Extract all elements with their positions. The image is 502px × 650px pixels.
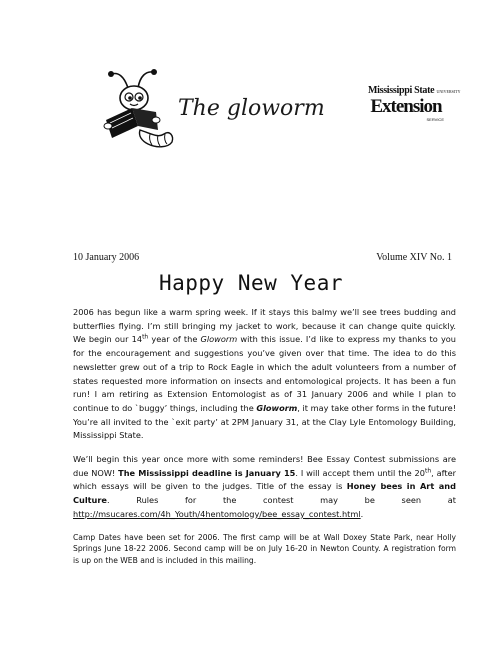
p1-sup: th bbox=[142, 333, 149, 341]
logo-extension-text: Extension bbox=[370, 96, 442, 117]
p1-text-1: 2006 has begun like a warm spring week. If it stays this balmy we’ll see trees budding and butterflies flying. I’m still bringing my jacket to work, because it can change quite quickly. We begin our 14 bbox=[73, 307, 456, 345]
p2-text-2: . I will accept them until the 20 bbox=[295, 467, 425, 478]
p2-text-5: . bbox=[360, 508, 364, 519]
p2-text-3: , after which essays will be given to the judges. Title of the essay is bbox=[73, 467, 456, 492]
p1-gloworm-italic: Gloworm bbox=[200, 334, 238, 345]
p2-text-4: . Rules for the contest may be seen at bbox=[106, 495, 456, 506]
logo-top-line: Mississippi State bbox=[368, 85, 435, 96]
paragraph-essay-contest bbox=[73, 453, 456, 522]
p1-text-4: , it may take other forms in the future! You’re all invited to the `exit party’ at 2PM January 31, at the Clay Lyle Entomology Building, Mississippi State. bbox=[73, 402, 456, 441]
essay-contest-link[interactable]: http://msucares.com/4h_Youth/4hentomology/bee_essay_contest.html bbox=[73, 508, 361, 519]
p2-deadline-bold: The Mississippi deadline is January 15 bbox=[118, 467, 296, 478]
issue-date: 10 January 2006 bbox=[73, 252, 140, 263]
newsletter-body bbox=[73, 306, 456, 576]
paragraph-camp-dates: Camp Dates have been set for 2006. The first camp will be at Wall Doxey State Park, near Holly Springs June 18-22 2006. Second camp will be on July 16-20 in Newton County. A registration form is up on the WEB and is included in this mailing. bbox=[73, 532, 456, 565]
logo-service-text: SERVICE bbox=[426, 117, 444, 122]
p2-text-1: We’ll begin this year once more with some reminders! Bee Essay Contest submissions are due NOW! bbox=[73, 454, 456, 478]
paragraph-intro bbox=[73, 306, 456, 443]
p1-text-2: year of the bbox=[148, 334, 201, 345]
newsletter-title: The gloworm bbox=[178, 96, 325, 121]
gloworm-mascot-icon bbox=[98, 68, 178, 150]
issue-volume: Volume XIV No. 1 bbox=[376, 252, 452, 263]
p2-sup: th bbox=[424, 467, 432, 474]
p1-text-3: with this issue. I’d like to express my thanks to you for the encouragement and suggestions you’ve given over that time. The idea to do this newsletter grew out of a trip to Rock Eagle in which the adult volunteers from a number of states requested more information on insects and entomological projects. It has been a fun run! I am retiring as Extension Entomologist as of 31 January 2006 and while I plan to continue to do `buggy’ things, including the bbox=[73, 334, 456, 413]
mississippi-state-extension-logo bbox=[368, 85, 461, 122]
p2-essay-title-bold: Honey bees in Art and Culture bbox=[73, 481, 456, 506]
p1-gloworm-bold: Gloworm bbox=[256, 402, 298, 413]
logo-university-text: UNIVERSITY bbox=[436, 89, 461, 94]
headline: Happy New Year bbox=[158, 271, 343, 295]
